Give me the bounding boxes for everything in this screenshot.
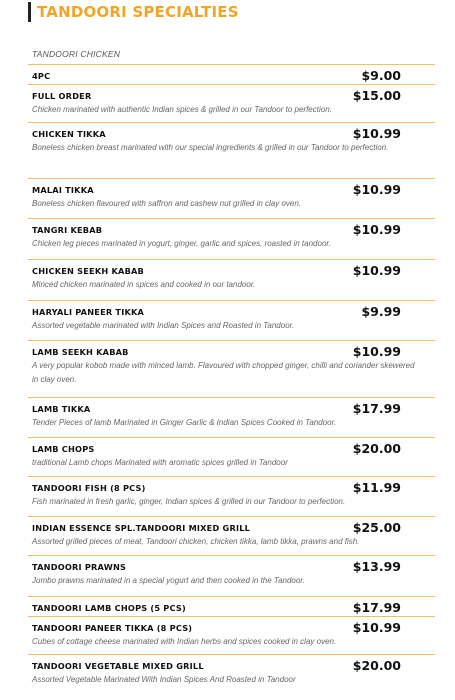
- menu-item: [28, 218, 435, 259]
- menu-item-name: TANGRI KEBAB: [32, 224, 103, 235]
- menu-item-description: Tender Pieces of lamb Marinated in Ginger Garlic & Indian Spices Cooked in Tandoor.: [32, 418, 337, 427]
- menu-item-description: Fish marinated in fresh garlic, ginger, Indian spices & grilled in our Tandoor to perfection.: [32, 497, 346, 506]
- menu-item-row: [32, 658, 431, 673]
- menu-item-price: $20.00: [352, 441, 401, 456]
- menu-item-price: $20.00: [352, 658, 401, 673]
- menu-item-description: Minced chicken marinated in spices and cooked in our tandoor.: [32, 280, 256, 289]
- menu-item: [28, 555, 435, 596]
- menu-item-row: [32, 620, 431, 635]
- menu-item-price: $9.00: [361, 68, 401, 83]
- section-header: [28, 2, 239, 22]
- menu-item-description: Assorted grilled pieces of meat, Tandoori chicken, chicken tikka, lamb tikka, prawns and fish.: [32, 537, 360, 546]
- menu-item: [28, 596, 435, 616]
- menu-item-name: TANDOORI VEGETABLE MIXED GRILL: [32, 660, 204, 671]
- menu-item: [28, 84, 435, 122]
- menu-item: [28, 476, 435, 516]
- menu-item-price: $10.99: [352, 263, 401, 278]
- menu-item-row: [32, 304, 431, 319]
- menu-item-name: CHICKEN TIKKA: [32, 128, 106, 139]
- menu-item-row: [32, 559, 431, 574]
- menu-item: [28, 516, 435, 555]
- menu-item-row: [32, 520, 431, 535]
- menu-item-row: [32, 480, 431, 495]
- menu-item-row: [32, 88, 431, 103]
- menu-item-price: $10.99: [352, 222, 401, 237]
- menu-item-description: Cubes of cottage cheese marinated with Indian herbs and spices cooked in clay oven.: [32, 637, 337, 646]
- section-title: TANDOORI SPECIALTIES: [37, 3, 239, 21]
- menu-item-name: LAMB SEEKH KABAB: [32, 346, 129, 357]
- menu-item-row: [32, 401, 431, 416]
- menu-item-description: A very popular kobob made with minced lamb. Flavoured with chopped ginger, chilli and coriander skewered in clay oven.: [32, 361, 415, 384]
- menu-item-row: [32, 182, 431, 197]
- menu-item-row: [32, 126, 431, 141]
- menu-item-price: $10.99: [352, 344, 401, 359]
- menu-item-row: [32, 222, 431, 237]
- menu-item-description: Assorted Vegetable Marinated With Indian Spices And Roasted in Tandoor: [32, 675, 296, 684]
- menu-item: [28, 300, 435, 340]
- menu-item-price: $9.99: [361, 304, 401, 319]
- menu-item-name: HARYALI PANEER TIKKA: [32, 306, 145, 317]
- menu-item-row: [32, 600, 431, 615]
- menu-item-price: $10.99: [352, 182, 401, 197]
- menu-item: [28, 437, 435, 476]
- menu-item-name: 4PC: [32, 70, 51, 81]
- menu-item-name: CHICKEN SEEKH KABAB: [32, 265, 144, 276]
- menu-item-name: LAMB CHOPS: [32, 443, 95, 454]
- menu-item-name: TANDOORI FISH (8 PCS): [32, 482, 146, 493]
- menu-list: [28, 64, 435, 692]
- menu-item-description: Boneless chicken breast marinated with our special ingredients & grilled in our Tandoor to perfection.: [32, 143, 389, 152]
- menu-item: [28, 259, 435, 300]
- menu-item-price: $17.99: [352, 600, 401, 615]
- menu-item-price: $25.00: [352, 520, 401, 535]
- menu-item-description: Chicken leg pieces marinated in yogurt, ginger, garlic and spices, roasted in tandoor.: [32, 239, 331, 248]
- menu-item-name: MALAI TIKKA: [32, 184, 94, 195]
- menu-item: [28, 616, 435, 654]
- menu-item: [28, 654, 435, 692]
- menu-item-price: $15.00: [352, 88, 401, 103]
- menu-item-name: INDIAN ESSENCE SPL.TANDOORI MIXED GRILL: [32, 522, 251, 533]
- menu-item-price: $13.99: [352, 559, 401, 574]
- menu-item: [28, 64, 435, 84]
- menu-item-description: Assorted vegetable marinated with Indian Spices and Roasted in Tandoor.: [32, 321, 295, 330]
- menu-item-description: Chicken marinated with authentic Indian spices & grilled in our Tandoor to perfection.: [32, 105, 332, 114]
- menu-item-price: $10.99: [352, 620, 401, 635]
- menu-item-name: TANDOORI PANEER TIKKA (8 PCS): [32, 622, 193, 633]
- menu-item-description: traditional Lamb chops Marinated with aromatic spices grilled in Tandoor: [32, 458, 288, 467]
- menu-item-name: LAMB TIKKA: [32, 403, 91, 414]
- category-label: TANDOORI CHICKEN: [32, 49, 121, 59]
- menu-item-row: [32, 68, 431, 83]
- menu-item-price: $10.99: [352, 126, 401, 141]
- menu-item-name: TANDOORI PRAWNS: [32, 561, 127, 572]
- menu-item-row: [32, 263, 431, 278]
- menu-item-name: TANDOORI LAMB CHOPS (5 PCS): [32, 602, 186, 613]
- menu-item: [28, 397, 435, 437]
- menu-item: [28, 178, 435, 218]
- menu-item-row: [32, 344, 431, 359]
- menu-item-price: $11.99: [352, 480, 401, 495]
- menu-item-description: Jumbo prawns marinated in a special yogurt and then cooked in the Tandoor.: [32, 576, 305, 585]
- menu-item: [28, 122, 435, 178]
- menu-item-description: Boneless chicken flavoured with saffron and cashew nut grilled in clay oven.: [32, 199, 302, 208]
- menu-item-name: FULL ORDER: [32, 90, 92, 101]
- menu-item-price: $17.99: [352, 401, 401, 416]
- menu-item: [28, 340, 435, 397]
- header-accent-bar: [28, 2, 31, 22]
- menu-item-row: [32, 441, 431, 456]
